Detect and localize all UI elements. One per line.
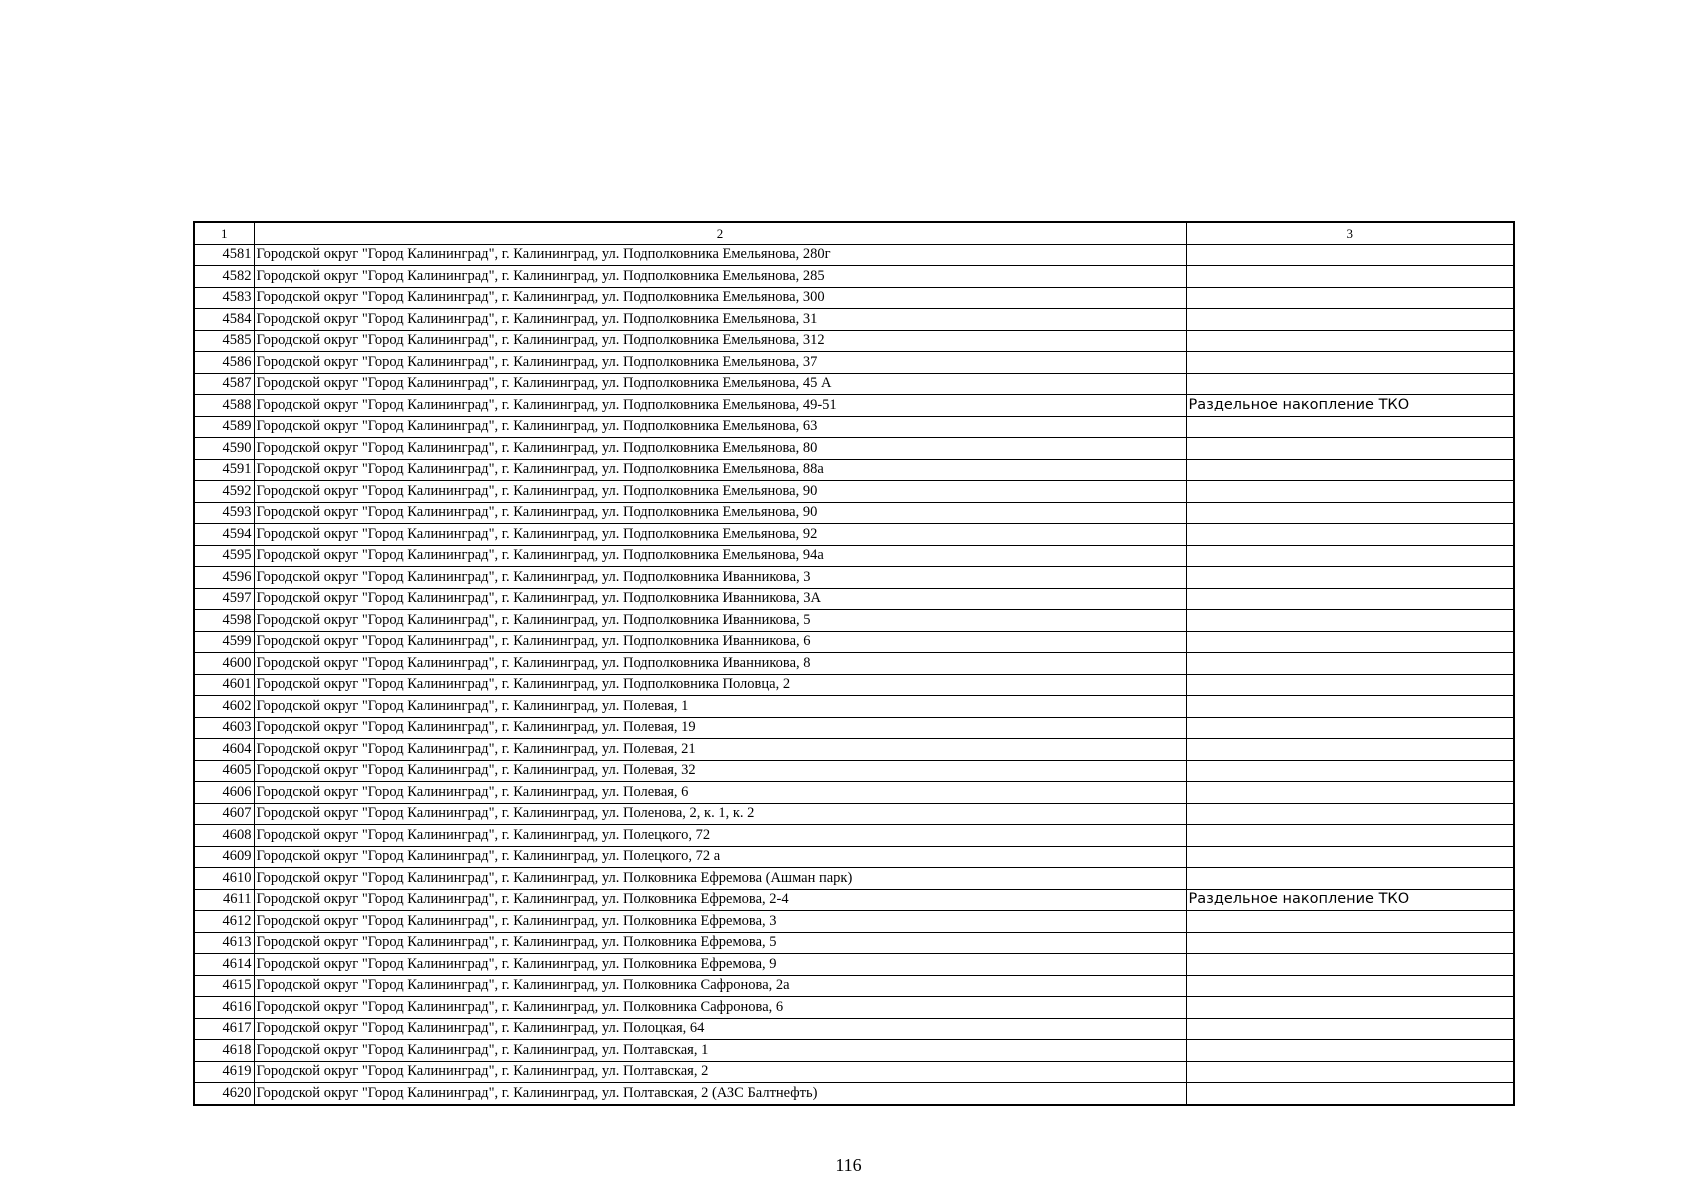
row-number-cell: 4587 xyxy=(194,373,254,395)
address-cell: Городской округ "Город Калининград", г. Калининград, ул. Подполковника Иванникова, 3 xyxy=(254,567,1186,589)
row-number-cell: 4611 xyxy=(194,889,254,911)
row-number-cell: 4581 xyxy=(194,244,254,266)
table-row xyxy=(194,653,1514,675)
row-number-cell: 4599 xyxy=(194,631,254,653)
table-row xyxy=(194,545,1514,567)
row-number-cell: 4597 xyxy=(194,588,254,610)
note-cell xyxy=(1186,932,1514,954)
address-cell: Городской округ "Город Калининград", г. Калининград, ул. Поленова, 2, к. 1, к. 2 xyxy=(254,803,1186,825)
address-cell: Городской округ "Город Калининград", г. Калининград, ул. Подполковника Емельянова, 80 xyxy=(254,438,1186,460)
note-cell xyxy=(1186,1083,1514,1105)
address-cell: Городской округ "Город Калининград", г. Калининград, ул. Подполковника Емельянова, 94а xyxy=(254,545,1186,567)
row-number-cell: 4609 xyxy=(194,846,254,868)
registry-table-container xyxy=(193,221,1513,1106)
note-cell: Раздельное накопление ТКО xyxy=(1186,889,1514,911)
table-row xyxy=(194,868,1514,890)
address-cell: Городской округ "Город Калининград", г. Калининград, ул. Полтавская, 1 xyxy=(254,1040,1186,1062)
table-row xyxy=(194,889,1514,911)
table-row xyxy=(194,932,1514,954)
row-number-cell: 4602 xyxy=(194,696,254,718)
address-cell: Городской округ "Город Калининград", г. Калининград, ул. Подполковника Емельянова, 312 xyxy=(254,330,1186,352)
note-cell xyxy=(1186,653,1514,675)
row-number-cell: 4606 xyxy=(194,782,254,804)
table-row xyxy=(194,330,1514,352)
row-number-cell: 4614 xyxy=(194,954,254,976)
row-number-cell: 4588 xyxy=(194,395,254,417)
column-number-1: 1 xyxy=(194,222,254,244)
address-cell: Городской округ "Город Калининград", г. Калининград, ул. Полецкого, 72 а xyxy=(254,846,1186,868)
table-row xyxy=(194,373,1514,395)
note-cell xyxy=(1186,416,1514,438)
table-row xyxy=(194,287,1514,309)
address-cell: Городской округ "Город Калининград", г. Калининград, ул. Подполковника Емельянова, 37 xyxy=(254,352,1186,374)
address-cell: Городской округ "Город Калининград", г. Калининград, ул. Полтавская, 2 (АЗС Балтнефть) xyxy=(254,1083,1186,1105)
note-cell xyxy=(1186,674,1514,696)
table-row xyxy=(194,395,1514,417)
row-number-cell: 4592 xyxy=(194,481,254,503)
address-cell: Городской округ "Город Калининград", г. Калининград, ул. Подполковника Иванникова, 8 xyxy=(254,653,1186,675)
address-cell: Городской округ "Город Калининград", г. Калининград, ул. Полковника Ефремова, 9 xyxy=(254,954,1186,976)
note-cell xyxy=(1186,954,1514,976)
row-number-cell: 4618 xyxy=(194,1040,254,1062)
note-cell xyxy=(1186,997,1514,1019)
row-number-cell: 4590 xyxy=(194,438,254,460)
row-number-cell: 4617 xyxy=(194,1018,254,1040)
table-row xyxy=(194,502,1514,524)
column-number-row xyxy=(194,222,1514,244)
table-row xyxy=(194,696,1514,718)
row-number-cell: 4586 xyxy=(194,352,254,374)
row-number-cell: 4596 xyxy=(194,567,254,589)
address-cell: Городской округ "Город Калининград", г. Калининград, ул. Полевая, 21 xyxy=(254,739,1186,761)
table-row xyxy=(194,459,1514,481)
row-number-cell: 4584 xyxy=(194,309,254,331)
note-cell xyxy=(1186,352,1514,374)
address-cell: Городской округ "Город Калининград", г. Калининград, ул. Полковника Ефремова, 2-4 xyxy=(254,889,1186,911)
row-number-cell: 4601 xyxy=(194,674,254,696)
row-number-cell: 4607 xyxy=(194,803,254,825)
note-cell xyxy=(1186,610,1514,632)
note-cell xyxy=(1186,330,1514,352)
note-cell xyxy=(1186,459,1514,481)
row-number-cell: 4615 xyxy=(194,975,254,997)
table-row xyxy=(194,954,1514,976)
note-cell xyxy=(1186,309,1514,331)
note-cell xyxy=(1186,545,1514,567)
address-cell: Городской округ "Город Калининград", г. Калининград, ул. Полковника Сафронова, 6 xyxy=(254,997,1186,1019)
note-cell xyxy=(1186,373,1514,395)
note-cell xyxy=(1186,803,1514,825)
table-row xyxy=(194,911,1514,933)
note-cell xyxy=(1186,846,1514,868)
address-cell: Городской округ "Город Калининград", г. Калининград, ул. Полевая, 1 xyxy=(254,696,1186,718)
address-cell: Городской округ "Город Калининград", г. Калининград, ул. Полевая, 6 xyxy=(254,782,1186,804)
address-cell: Городской округ "Город Калининград", г. Калининград, ул. Подполковника Половца, 2 xyxy=(254,674,1186,696)
note-cell xyxy=(1186,567,1514,589)
registry-table-body xyxy=(194,222,1514,1105)
row-number-cell: 4620 xyxy=(194,1083,254,1105)
note-cell xyxy=(1186,760,1514,782)
address-cell: Городской округ "Город Калининград", г. Калининград, ул. Подполковника Емельянова, 92 xyxy=(254,524,1186,546)
address-cell: Городской округ "Город Калининград", г. Калининград, ул. Подполковника Иванникова, 5 xyxy=(254,610,1186,632)
address-cell: Городской округ "Город Калининград", г. Калининград, ул. Полковника Ефремова, 5 xyxy=(254,932,1186,954)
row-number-cell: 4582 xyxy=(194,266,254,288)
table-row xyxy=(194,1083,1514,1105)
table-row xyxy=(194,588,1514,610)
row-number-cell: 4589 xyxy=(194,416,254,438)
row-number-cell: 4598 xyxy=(194,610,254,632)
row-number-cell: 4591 xyxy=(194,459,254,481)
note-cell xyxy=(1186,825,1514,847)
table-row xyxy=(194,244,1514,266)
row-number-cell: 4595 xyxy=(194,545,254,567)
note-cell xyxy=(1186,524,1514,546)
note-cell xyxy=(1186,266,1514,288)
note-cell xyxy=(1186,588,1514,610)
table-row xyxy=(194,674,1514,696)
address-cell: Городской округ "Город Калининград", г. Калининград, ул. Подполковника Емельянова, 49-51 xyxy=(254,395,1186,417)
row-number-cell: 4610 xyxy=(194,868,254,890)
table-row xyxy=(194,846,1514,868)
address-cell: Городской округ "Город Калининград", г. Калининград, ул. Подполковника Емельянова, 45 А xyxy=(254,373,1186,395)
row-number-cell: 4612 xyxy=(194,911,254,933)
row-number-cell: 4613 xyxy=(194,932,254,954)
table-row xyxy=(194,825,1514,847)
row-number-cell: 4583 xyxy=(194,287,254,309)
table-row xyxy=(194,997,1514,1019)
page-number: 116 xyxy=(835,1155,862,1175)
address-cell: Городской округ "Город Калининград", г. Калининград, ул. Подполковника Иванникова, 6 xyxy=(254,631,1186,653)
table-row xyxy=(194,1018,1514,1040)
address-cell: Городской округ "Город Калининград", г. Калининград, ул. Подполковника Емельянова, 90 xyxy=(254,502,1186,524)
row-number-cell: 4605 xyxy=(194,760,254,782)
address-cell: Городской округ "Город Калининград", г. Калининград, ул. Полковника Сафронова, 2а xyxy=(254,975,1186,997)
address-cell: Городской округ "Город Калининград", г. Калининград, ул. Подполковника Емельянова, 31 xyxy=(254,309,1186,331)
note-cell: Раздельное накопление ТКО xyxy=(1186,395,1514,417)
note-cell xyxy=(1186,1018,1514,1040)
column-number-2: 2 xyxy=(254,222,1186,244)
address-cell: Городской округ "Город Калининград", г. Калининград, ул. Полецкого, 72 xyxy=(254,825,1186,847)
row-number-cell: 4616 xyxy=(194,997,254,1019)
table-row xyxy=(194,481,1514,503)
note-cell xyxy=(1186,782,1514,804)
table-row xyxy=(194,416,1514,438)
table-row xyxy=(194,739,1514,761)
address-cell: Городской округ "Город Калининград", г. Калининград, ул. Полевая, 32 xyxy=(254,760,1186,782)
note-cell xyxy=(1186,911,1514,933)
table-row xyxy=(194,266,1514,288)
row-number-cell: 4608 xyxy=(194,825,254,847)
address-cell: Городской округ "Город Калининград", г. Калининград, ул. Подполковника Емельянова, 90 xyxy=(254,481,1186,503)
note-cell xyxy=(1186,631,1514,653)
address-cell: Городской округ "Город Калининград", г. Калининград, ул. Подполковника Емельянова, 285 xyxy=(254,266,1186,288)
address-cell: Городской округ "Город Калининград", г. Калининград, ул. Подполковника Емельянова, 300 xyxy=(254,287,1186,309)
table-row xyxy=(194,1061,1514,1083)
note-cell xyxy=(1186,696,1514,718)
table-row xyxy=(194,309,1514,331)
address-cell: Городской округ "Город Калининград", г. Калининград, ул. Полковника Ефремова, 3 xyxy=(254,911,1186,933)
table-row xyxy=(194,975,1514,997)
row-number-cell: 4594 xyxy=(194,524,254,546)
note-cell xyxy=(1186,868,1514,890)
note-cell xyxy=(1186,1061,1514,1083)
table-row xyxy=(194,717,1514,739)
note-cell xyxy=(1186,739,1514,761)
note-cell xyxy=(1186,502,1514,524)
row-number-cell: 4585 xyxy=(194,330,254,352)
table-row xyxy=(194,524,1514,546)
table-row xyxy=(194,1040,1514,1062)
address-cell: Городской округ "Город Калининград", г. Калининград, ул. Полковника Ефремова (Ашман парк) xyxy=(254,868,1186,890)
note-cell xyxy=(1186,717,1514,739)
table-row xyxy=(194,803,1514,825)
note-cell xyxy=(1186,1040,1514,1062)
registry-table xyxy=(193,221,1515,1106)
table-row xyxy=(194,438,1514,460)
row-number-cell: 4603 xyxy=(194,717,254,739)
address-cell: Городской округ "Город Калининград", г. Калининград, ул. Полтавская, 2 xyxy=(254,1061,1186,1083)
note-cell xyxy=(1186,244,1514,266)
row-number-cell: 4604 xyxy=(194,739,254,761)
row-number-cell: 4600 xyxy=(194,653,254,675)
table-row xyxy=(194,352,1514,374)
address-cell: Городской округ "Город Калининград", г. Калининград, ул. Полевая, 19 xyxy=(254,717,1186,739)
address-cell: Городской округ "Город Калининград", г. Калининград, ул. Подполковника Емельянова, 88а xyxy=(254,459,1186,481)
address-cell: Городской округ "Город Калининград", г. Калининград, ул. Подполковника Иванникова, 3А xyxy=(254,588,1186,610)
address-cell: Городской округ "Город Калининград", г. Калининград, ул. Подполковника Емельянова, 63 xyxy=(254,416,1186,438)
row-number-cell: 4593 xyxy=(194,502,254,524)
address-cell: Городской округ "Город Калининград", г. Калининград, ул. Полоцкая, 64 xyxy=(254,1018,1186,1040)
table-row xyxy=(194,760,1514,782)
table-row xyxy=(194,610,1514,632)
column-number-3: 3 xyxy=(1186,222,1514,244)
table-row xyxy=(194,782,1514,804)
table-row xyxy=(194,631,1514,653)
note-cell xyxy=(1186,438,1514,460)
note-cell xyxy=(1186,975,1514,997)
note-cell xyxy=(1186,481,1514,503)
row-number-cell: 4619 xyxy=(194,1061,254,1083)
address-cell: Городской округ "Город Калининград", г. Калининград, ул. Подполковника Емельянова, 280г xyxy=(254,244,1186,266)
table-row xyxy=(194,567,1514,589)
note-cell xyxy=(1186,287,1514,309)
